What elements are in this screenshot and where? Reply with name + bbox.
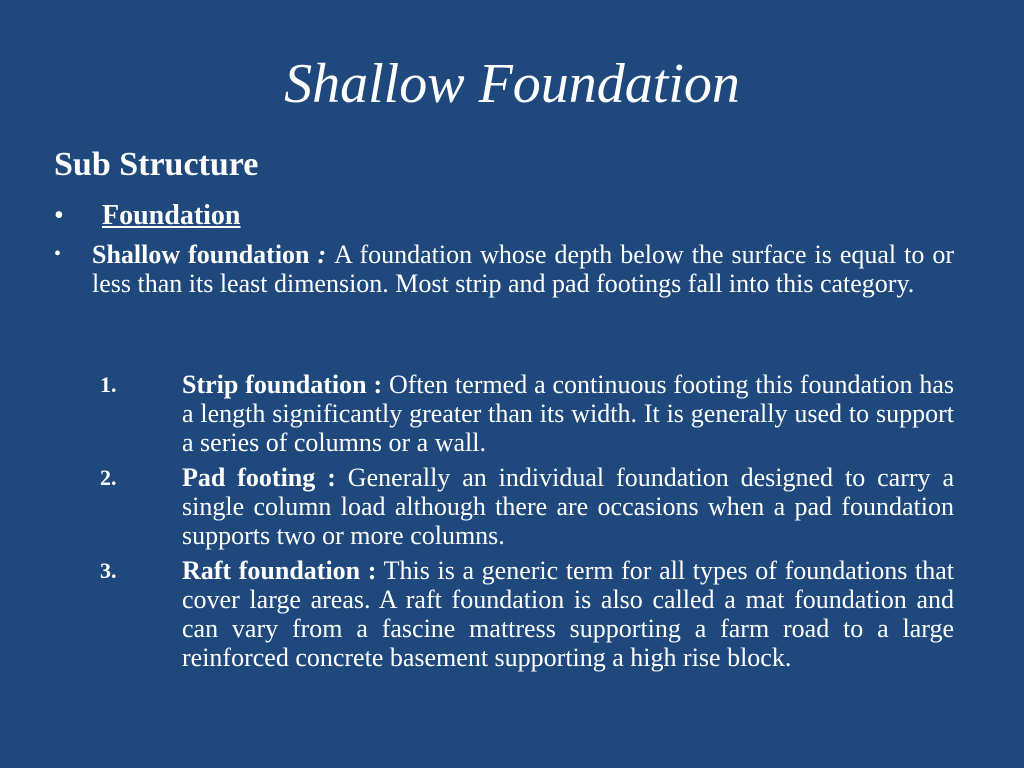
term-separator: : xyxy=(309,240,335,269)
list-item-number: 1. xyxy=(100,372,117,397)
slide-subtitle: Sub Structure xyxy=(54,146,259,183)
list-item-description: Generally an individual foundation designed to carry a single column load although there are occasions when a pad foundation supports two or more columns. xyxy=(182,463,954,550)
foundation-heading: Foundation xyxy=(102,200,241,231)
foundation-types-list xyxy=(100,370,954,678)
list-item-number: 2. xyxy=(100,465,117,490)
shallow-foundation-definition xyxy=(92,240,954,298)
shallow-foundation-term: Shallow foundation xyxy=(92,240,310,269)
bullet-foundation xyxy=(54,198,241,234)
bullet-shallow-foundation xyxy=(54,240,954,298)
list-item-description: This is a generic term for all types of foundations that cover large areas. A raft foundation is also called a mat foundation and can vary from a fascine mattress supporting a farm road to a large reinforced concrete basement supporting a high rise block. xyxy=(182,556,954,672)
list-item-term: Pad footing : xyxy=(182,463,336,492)
definition-text: A foundation whose depth below the surface is equal to or less than its least dimension. Most strip and pad footings fall into this category. xyxy=(92,240,954,298)
list-item xyxy=(100,370,954,457)
list-item-text xyxy=(182,370,954,457)
bullet-marker: • xyxy=(54,200,64,231)
list-item-term: Strip foundation : xyxy=(182,370,383,399)
list-item xyxy=(100,463,954,550)
list-item-number: 3. xyxy=(100,558,117,583)
bullet-marker: • xyxy=(54,243,62,265)
list-item-text xyxy=(182,463,954,550)
list-item-description: Often termed a continuous footing this foundation has a length significantly greater than its width. It is generally used to support a series of columns or a wall. xyxy=(182,370,954,457)
list-item xyxy=(100,556,954,672)
slide-title: Shallow Foundation xyxy=(284,53,740,115)
list-item-term: Raft foundation : xyxy=(182,556,377,585)
list-item-text xyxy=(182,556,954,672)
